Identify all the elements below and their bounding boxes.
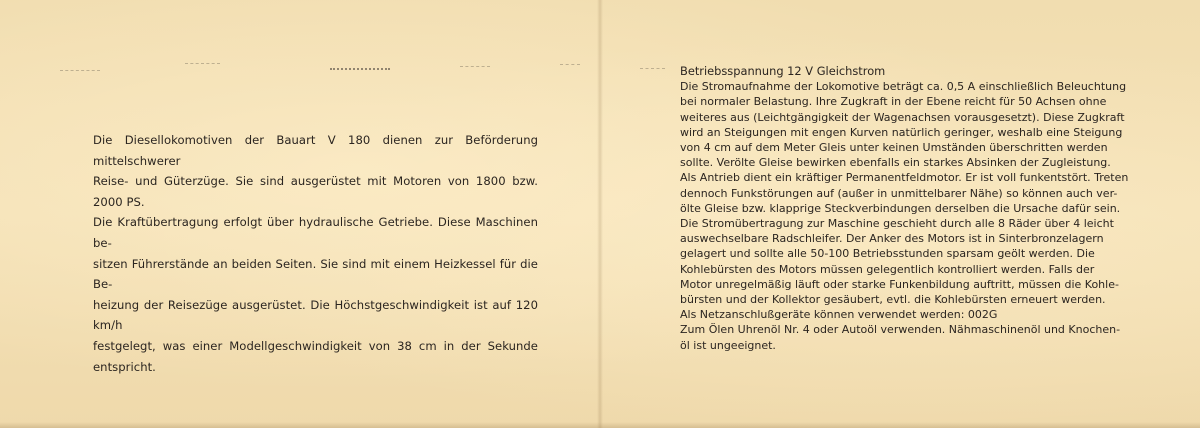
right-panel — [680, 64, 1158, 353]
print-smudge — [185, 63, 220, 65]
right-panel-title: Betriebsspannung 12 V Gleichstrom — [680, 64, 886, 78]
print-smudge — [330, 68, 390, 71]
left-panel-text: Die Diesellokomotiven der Bauart V 180 dienen zur Beförderung mittelschwerer Reise- und Güterzüge. Sie sind ausgerüstet mit Motoren von 1800 bzw. 2000 PS. Die Kraftübertragung erfolgt über hydraulische Getriebe. Diese Maschinen be- sitzen Führerstände an beiden Seiten. Sie sind mit einem Heizkessel für die Be- heizung der Reisezüge ausgerüstet. Die Höchstgeschwindigkeit ist auf 120 km/h festgelegt, was einer Modellgeschwindigkeit von 38 cm in der Sekunde entspricht. — [93, 133, 538, 374]
paper-edge — [0, 422, 1200, 428]
right-panel-text: Die Stromaufnahme der Lokomotive beträgt ca. 0,5 A einschließlich Beleuchtung bei normaler Belastung. Ihre Zugkraft in der Ebene reicht für 50 Achsen ohne weiteres aus (Leichtgängigkeit der Wagenachsen vorausgesetzt). Diese Zugkraft wird an Steigungen mit engen Kurven natürlich geringer, weshalb eine Steigung von 4 cm auf dem Meter Gleis unter keinen Umständen überschritten werden sollte. Verölte Gleise bewirken ebenfalls ein starkes Absinken der Zugleistung. Als Antrieb dient ein kräftiger Permanentfeldmotor. Er ist voll funkentstört. Treten dennoch Funkstörungen auf (außer in unmittelbarer Nähe) so können auch ver- ölte Gleise bzw. klapprige Steckverbindungen derselben die Ursache dafür sein. Die Stromübertragung zur Maschine geschieht durch alle 8 Räder über 4 leicht auswechselbare Radschleifer. Der Anker des Motors ist in Sinterbronzelagern gelagert und sollte alle 50-100 Betriebsstunden sparsam geölt werden. Die Kohlebürsten des Motors müssen gelegentlich kontrolliert werden. Falls der Motor unregelmäßig läuft oder starke Funkenbildung auftritt, müssen die Kohle- bürsten und der Kollektor gesäubert, evtl. die Kohlebürsten erneuert werden. Als Netzanschlußgeräte können verwendet werden: 002G Zum Ölen Uhrenöl Nr. 4 oder Autoöl verwenden. Nähmaschinenöl und Knochen- öl ist ungeeignet. — [680, 80, 1129, 352]
print-smudge — [460, 66, 490, 68]
print-smudge — [640, 68, 665, 70]
center-fold — [597, 0, 603, 428]
print-smudge — [60, 70, 100, 72]
print-smudge — [560, 64, 580, 66]
